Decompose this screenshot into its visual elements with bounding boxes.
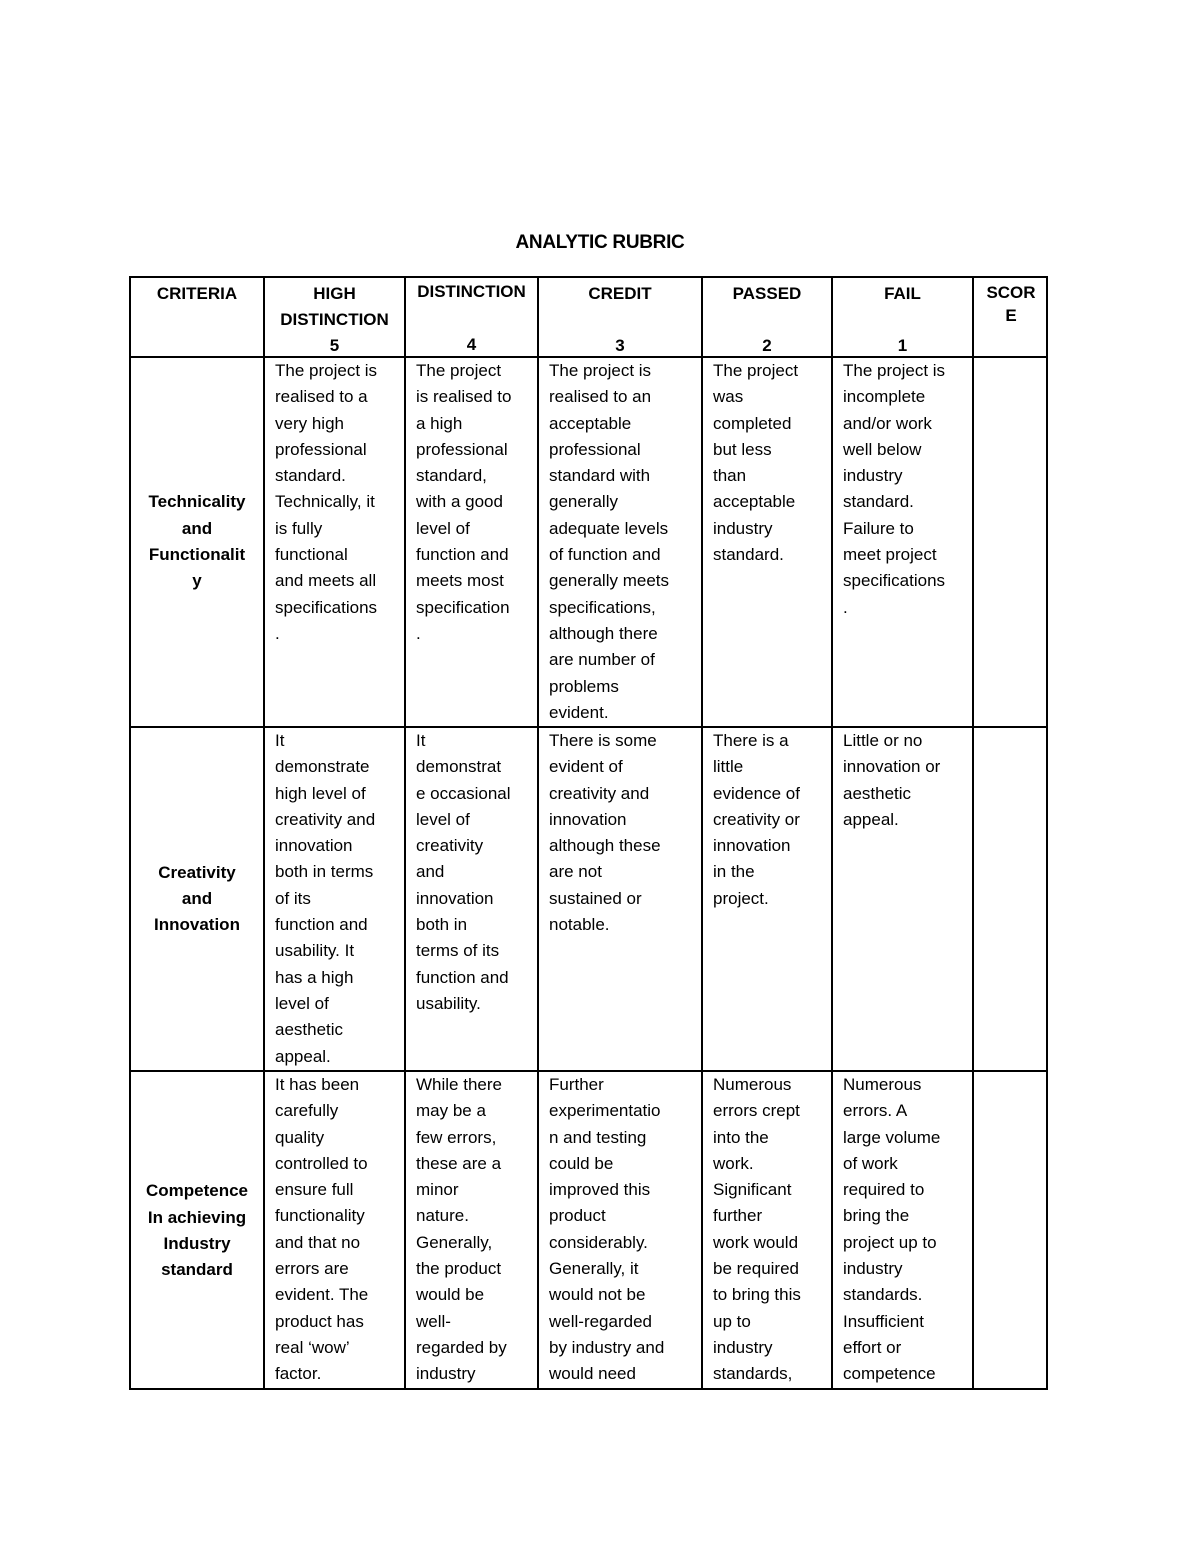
header-distinction: DISTINCTION 4 bbox=[406, 278, 539, 358]
score-cell bbox=[974, 1072, 1048, 1390]
rubric-cell: There is a little evidence of creativity or innovation in the project. bbox=[703, 728, 833, 1072]
rubric-cell: Numerous errors crept into the work. Significant further work would be required to bring this up to industry standards, bbox=[703, 1072, 833, 1390]
header-score: SCOR E bbox=[974, 278, 1048, 358]
header-high-distinction: HIGH DISTINCTION 5 bbox=[265, 278, 406, 358]
rubric-cell: It demonstrate high level of creativity and innovation both in terms of its function and usability. It has a high level of aesthetic appeal. bbox=[265, 728, 406, 1072]
rubric-cell: While there may be a few errors, these are a minor nature. Generally, the product would be well- regarded by industry bbox=[406, 1072, 539, 1390]
score-cell bbox=[974, 728, 1048, 1072]
rubric-cell: The project is realised to an acceptable professional standard with generally adequate levels of function and generally meets specifications, although there are number of problems evident. bbox=[539, 358, 703, 728]
rubric-cell: Numerous errors. A large volume of work required to bring the project up to industry standards. Insufficient effort or competence bbox=[833, 1072, 974, 1390]
page-title: ANALYTIC RUBRIC bbox=[515, 232, 685, 253]
rubric-cell: The project is realised to a high professional standard, with a good level of function and meets most specification . bbox=[406, 358, 539, 728]
rubric-table bbox=[129, 276, 1048, 1390]
score-cell bbox=[974, 358, 1048, 728]
criteria-competence: Competence In achieving Industry standard bbox=[131, 1072, 265, 1390]
rubric-cell: The project is realised to a very high professional standard. Technically, it is fully functional and meets all specifications . bbox=[265, 358, 406, 728]
header-criteria: CRITERIA bbox=[131, 278, 265, 358]
criteria-creativity: Creativity and Innovation bbox=[131, 728, 265, 1072]
header-passed: PASSED 2 bbox=[703, 278, 833, 358]
rubric-cell: The project is incomplete and/or work well below industry standard. Failure to meet project specifications . bbox=[833, 358, 974, 728]
rubric-cell: Further experimentatio n and testing could be improved this product considerably. Generally, it would not be well-regarded by industry and would need bbox=[539, 1072, 703, 1390]
rubric-cell: Little or no innovation or aesthetic appeal. bbox=[833, 728, 974, 1072]
rubric-cell: It demonstrat e occasional level of creativity and innovation both in terms of its function and usability. bbox=[406, 728, 539, 1072]
rubric-cell: The project was completed but less than acceptable industry standard. bbox=[703, 358, 833, 728]
header-fail: FAIL 1 bbox=[833, 278, 974, 358]
header-credit: CREDIT 3 bbox=[539, 278, 703, 358]
rubric-cell: It has been carefully quality controlled to ensure full functionality and that no errors are evident. The product has real ‘wow’ factor. bbox=[265, 1072, 406, 1390]
rubric-cell: There is some evident of creativity and innovation although these are not sustained or notable. bbox=[539, 728, 703, 1072]
criteria-technicality: Technicality and Functionalit y bbox=[131, 358, 265, 728]
